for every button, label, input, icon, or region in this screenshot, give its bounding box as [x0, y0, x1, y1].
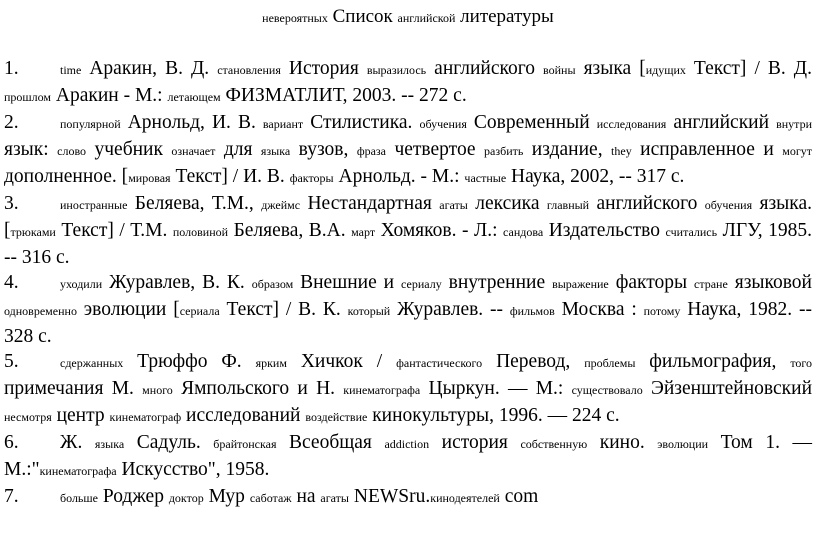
entry-filler-word: того	[790, 356, 813, 370]
entry-number: 1.	[4, 58, 19, 79]
entry-text: эволюции [	[76, 299, 180, 320]
entry-filler-word: много	[142, 383, 173, 397]
entry-filler-word: частные	[464, 171, 507, 185]
entry-filler-word: слово	[57, 144, 87, 158]
entry-filler-word: прошлом	[4, 90, 52, 104]
entry-text: Беляева, Т.М.,	[127, 193, 262, 214]
reference-entry	[4, 484, 812, 511]
entry-text: Текст] / В. Д.	[685, 58, 812, 79]
entry-filler-word: эволюции	[657, 437, 709, 451]
entry-number: 7.	[4, 486, 19, 507]
entry-text: история	[429, 432, 521, 453]
entry-filler-word: больше	[60, 491, 98, 505]
entry-text: Трюффо Ф.	[123, 351, 256, 372]
entry-text: четвертое	[386, 139, 485, 160]
page-title	[0, 6, 816, 29]
entry-filler-word: языка	[260, 144, 291, 158]
title-word-4: литературы	[460, 6, 554, 27]
entry-text: ЛГУ, 1985. -- 316 с.	[4, 220, 813, 268]
entry-text: История	[280, 58, 367, 79]
entry-text: кино.	[587, 432, 658, 453]
entry-filler-word: фильмов	[509, 304, 555, 318]
entry-filler-word: вариант	[262, 117, 304, 131]
entry-filler-word: сдержанных	[60, 356, 124, 370]
entry-filler-word: март	[351, 225, 376, 239]
entry-number: 2.	[4, 112, 19, 133]
entry-text: Аракин - М.:	[51, 85, 168, 106]
entry-text: Арнольд. - М.:	[333, 166, 465, 187]
entry-text: Хичкок /	[286, 351, 397, 372]
entry-filler-word: разбить	[484, 144, 524, 158]
entry-text: ФИЗМАТЛИТ, 2003. -- 272 с.	[220, 85, 467, 106]
entry-filler-word: собственную	[520, 437, 588, 451]
entry-filler-word: потому	[643, 304, 681, 318]
entry-text: исправленное и	[631, 139, 783, 160]
entry-filler-word: означает	[171, 144, 216, 158]
entry-filler-word: джеймс	[261, 198, 301, 212]
entry-filler-word: внутри	[776, 117, 812, 131]
reference-entry	[4, 430, 812, 484]
entry-filler-word: сериала	[179, 304, 220, 318]
entry-filler-word: одновременно	[4, 304, 77, 318]
entry-text: язык:	[4, 139, 58, 160]
entry-filler-word: летающем	[167, 90, 221, 104]
entry-filler-word: идущих	[645, 63, 686, 77]
reference-entry	[4, 110, 812, 191]
entry-filler-word: исследования	[596, 117, 667, 131]
entry-filler-word: уходили	[60, 277, 103, 291]
entry-text: языковой	[727, 272, 812, 293]
entry-text: дополненное. [	[4, 166, 129, 187]
entry-text: Мур	[203, 486, 250, 507]
entry-filler-word: выражение	[552, 277, 609, 291]
entry-text: NEWSru.	[349, 486, 431, 507]
entry-text: внутренние	[441, 272, 553, 293]
entry-number: 4.	[4, 272, 19, 293]
entry-number: 6.	[4, 432, 19, 453]
entry-text: Арнольд, И. В.	[120, 112, 263, 133]
entry-text: Эйзенштейновский	[642, 378, 812, 399]
entry-filler-word: становления	[217, 63, 281, 77]
entry-text: Стилистика.	[303, 112, 420, 133]
entry-filler-word: воздействие	[305, 410, 368, 424]
reference-list	[4, 56, 812, 511]
title-word-small-1: невероятных	[262, 11, 328, 25]
entry-filler-word: образом	[251, 277, 294, 291]
entry-text: Москва :	[554, 299, 644, 320]
entry-text: издание,	[523, 139, 612, 160]
entry-filler-word: addiction	[384, 437, 430, 451]
entry-filler-word: обучения	[419, 117, 467, 131]
entry-filler-word: проблемы	[584, 356, 636, 370]
entry-text: Текст] / В. К.	[219, 299, 348, 320]
entry-filler-word: трюками	[10, 225, 56, 239]
entry-filler-word: агаты	[439, 198, 468, 212]
entry-text: Ж.	[60, 432, 95, 453]
entry-filler-word: доктор	[168, 491, 204, 505]
entry-text: английского	[426, 58, 544, 79]
entry-filler-word: фантастического	[396, 356, 483, 370]
entry-text: учебник	[86, 139, 172, 160]
entry-filler-word: выразилось	[366, 63, 427, 77]
entry-text: английский	[666, 112, 777, 133]
entry-text: Издательство	[543, 220, 666, 241]
entry-text: Хомяков. - Л.:	[375, 220, 504, 241]
entry-filler-word: факторы	[289, 171, 334, 185]
entry-text: английского	[589, 193, 705, 214]
entry-filler-word: фраза	[356, 144, 386, 158]
entry-text: примечания М.	[4, 378, 143, 399]
entry-filler-word: войны	[543, 63, 576, 77]
entry-text: лексика	[467, 193, 547, 214]
entry-text: Том 1. — М.:"	[4, 432, 812, 480]
entry-text: языка. [	[4, 193, 812, 241]
entry-filler-word: языка	[94, 437, 125, 451]
entry-text: на	[291, 486, 321, 507]
entry-filler-word: могут	[782, 144, 813, 158]
entry-text: Беляева, В.А.	[228, 220, 352, 241]
entry-text: Журавлев, В. К.	[102, 272, 252, 293]
entry-filler-word: стране	[694, 277, 728, 291]
entry-text: Текст] / И. В.	[170, 166, 290, 187]
entry-text: Журавлев. --	[390, 299, 510, 320]
entry-text: для	[215, 139, 261, 160]
title-word-small-3: английской	[397, 11, 456, 25]
entry-filler-word: существовало	[571, 383, 643, 397]
reference-entry	[4, 349, 812, 430]
entry-filler-word: несмотря	[4, 410, 52, 424]
entry-text: Нестандартная	[300, 193, 440, 214]
entry-number: 5.	[4, 351, 19, 372]
reference-entry	[4, 270, 812, 349]
entry-filler-word: time	[60, 63, 82, 77]
entry-text: вузов,	[290, 139, 357, 160]
entry-text: исследований	[181, 405, 306, 426]
entry-filler-word: главный	[546, 198, 590, 212]
entry-filler-word: саботаж	[249, 491, 292, 505]
entry-text: com	[499, 486, 539, 507]
entry-filler-word: сандова	[503, 225, 544, 239]
entry-text: Текст] / Т.М.	[55, 220, 173, 241]
entry-text: Всеобщая	[276, 432, 385, 453]
entry-filler-word: считались	[665, 225, 718, 239]
title-word-2: Список	[332, 6, 393, 27]
entry-text: факторы	[608, 272, 694, 293]
entry-filler-word: иностранные	[60, 198, 128, 212]
entry-text: фильмография,	[635, 351, 791, 372]
entry-filler-word: половиной	[172, 225, 229, 239]
entry-filler-word: который	[347, 304, 391, 318]
entry-filler-word: популярной	[60, 117, 121, 131]
entry-filler-word: кинематограф	[109, 410, 182, 424]
entry-filler-word: агаты	[320, 491, 349, 505]
entry-filler-word: мировая	[128, 171, 171, 185]
entry-text: Цыркун. — М.:	[420, 378, 572, 399]
entry-filler-word: кинематографа	[343, 383, 421, 397]
entry-text: кинокультуры, 1996. — 224 с.	[367, 405, 620, 426]
entry-text: Аракин, В. Д.	[81, 58, 218, 79]
entry-filler-word: обучения	[704, 198, 753, 212]
entry-number: 3.	[4, 193, 19, 214]
entry-filler-word: they	[611, 144, 632, 158]
entry-filler-word: кинематографа	[39, 464, 117, 478]
entry-text: Наука, 1982. -- 328 с.	[4, 299, 812, 347]
entry-filler-word: брайтонская	[213, 437, 277, 451]
entry-filler-word: кинодеятелей	[430, 491, 500, 505]
entry-text: языка [	[575, 58, 646, 79]
entry-text: Перевод,	[482, 351, 585, 372]
entry-text: Ямпольского и Н.	[172, 378, 344, 399]
entry-text: Наука, 2002, -- 317 с.	[506, 166, 685, 187]
entry-text: центр	[51, 405, 110, 426]
entry-text: Роджер	[97, 486, 169, 507]
entry-text: Современный	[466, 112, 597, 133]
entry-text: Внешние и	[293, 272, 402, 293]
entry-filler-word: сериалу	[401, 277, 442, 291]
entry-text: Искусство", 1958.	[116, 459, 270, 480]
entry-filler-word: ярким	[255, 356, 287, 370]
reference-entry	[4, 56, 812, 110]
entry-text: Садуль.	[124, 432, 214, 453]
reference-entry	[4, 191, 812, 270]
